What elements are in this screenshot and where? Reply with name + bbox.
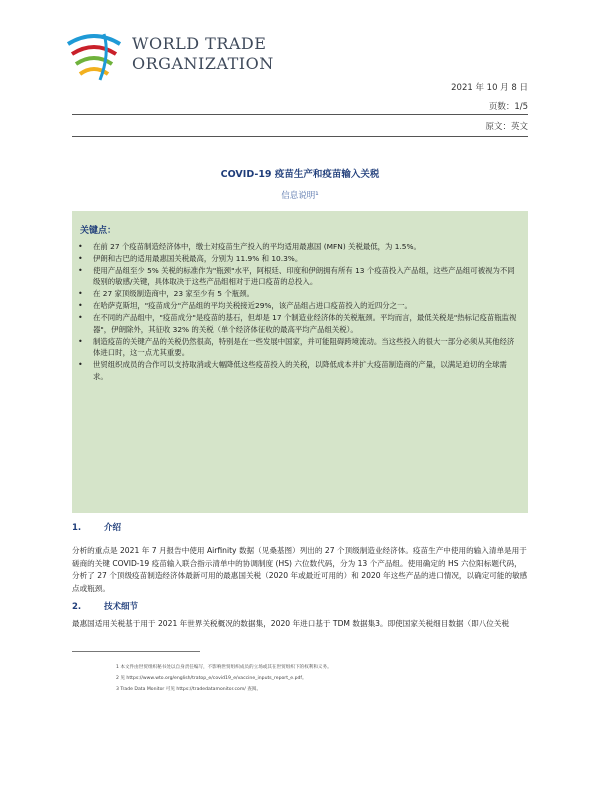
bullet-icon: •: [78, 289, 83, 299]
section-paragraph-introduction: 分析的重点是 2021 年 7 月报告中使用 Airfinity 数据（见桑基图）列出的 27 个顶级制造业经济体。疫苗生产中使用的输入清单是用于磋商的关键 COVID-19 疫苗输入联合指示清单中的协调制度 (HS) 六位数代码，分为 13 个产品组。使用确定的 HS 六位阳标题代码，分析了 27 个顶级疫苗制造经济体最新可用的最惠国关税（2020 年或最近可用的）和 2020 年这些产品的进口情况，以确定可能的敏感点或瓶颈。: [72, 546, 528, 593]
section-paragraph-technical-details: 最惠国适用关税基于用于 2021 年世界关税概况的数据集，2020 年进口基于 TDM 数据集3。即使国家关税细目数据（即八位关税: [72, 619, 510, 628]
document-date: 2021 年 10 月 8 日: [451, 83, 528, 93]
list-item: • 在前 27 个疫苗制造经济体中，缴士对疫苗生产投入的平均适用最惠国 (MFN) 关税最低，为 1.5%。: [78, 242, 421, 251]
section-title: 介绍: [104, 523, 122, 533]
list-item: • 使用产品组至少 5% 关税的标准作为"瓶颈"水平，阿根廷、印度和伊朗拥有所有 13 个疫苗投入产品组，这些产品组可被视为不同级别的敏感/关键，具体取决于这些产品组相对于进口疫苗的总投入。: [78, 266, 515, 287]
org-name-line2: ORGANIZATION: [132, 54, 274, 73]
bullet-icon: •: [78, 301, 83, 311]
section-number: 2.: [72, 602, 82, 612]
section-heading-introduction: [72, 521, 121, 533]
list-item: • 世贸组织成员的合作可以支持取消或大幅降低这些疫苗投入的关税，以降低成本并扩大疫苗制造商的产量，以满足迫切的全球需求。: [78, 360, 507, 381]
list-item: • 制造疫苗的关键产品的关税仍然很高，特别是在一些发展中国家，并可能阻碍跨境流动。当这些投入的很大一部分必须从其他经济体进口时，这一点尤其重要。: [78, 336, 515, 358]
page-count: 页数：1/5: [488, 102, 528, 112]
list-item: • 在 27 家顶级制造商中，23 家至少有 5 个瓶颈。: [78, 289, 254, 299]
wto-logo: [64, 24, 294, 84]
footnote: 2 见 https://www.wto.org/english/tratop_e/covid19_e/vaccine_inputs_report_e.pdf。: [116, 676, 307, 681]
document-subtitle: 信息说明¹: [281, 191, 319, 201]
key-points-heading: 关键点：: [80, 226, 117, 236]
list-item: • 在不同的产品组中，"疫苗成分"是疫苗的基石，但却是 17 个制造业经济体的关税瓶颈。平均而言，最低关税是"热标记疫苗瓶监视器"，伊朗除外，其征收 32% 的关税（单个经济体征收的最高平均产品组关税）。: [78, 313, 517, 334]
bullet-icon: •: [78, 360, 83, 370]
header-divider-2: [72, 136, 528, 137]
bullet-icon: •: [78, 336, 83, 346]
org-name: [132, 34, 274, 74]
section-title: 技术细节: [104, 602, 139, 612]
footnote-divider: [72, 651, 200, 652]
document-title: COVID-19 疫苗生产和疫苗输入关税: [220, 169, 380, 180]
list-item: • 伊朗和古巴的适用最惠国关税最高，分别为 11.9% 和 10.3%。: [78, 254, 303, 263]
footnote: 3 Trade Data Monitor 可见 https://tradedatamonitor.com/ 查阅。: [116, 687, 262, 692]
bullet-icon: •: [78, 313, 83, 323]
bullet-icon: •: [78, 242, 83, 251]
list-item: • 在哈萨克斯坦，"疫苗成分"产品组的平均关税接近29%，该产品组占进口疫苗投入的近四分之一。: [78, 301, 412, 311]
wto-emblem-icon: [64, 24, 124, 84]
bullet-icon: •: [78, 254, 83, 263]
original-language: 原文：英文: [485, 122, 528, 132]
section-number: 1.: [72, 523, 82, 533]
section-heading-technical-details: [72, 600, 138, 612]
org-name-line1: WORLD TRADE: [132, 34, 267, 53]
key-points-list: [78, 241, 520, 383]
header-divider: [72, 114, 528, 115]
key-points-box: [72, 211, 528, 513]
footnote: 1 本文件由世贸组织秘书处以自身责任编写，不影响世贸组织成员的立场或其在世贸组织下的权利和义务。: [116, 665, 332, 670]
bullet-icon: •: [78, 266, 83, 275]
